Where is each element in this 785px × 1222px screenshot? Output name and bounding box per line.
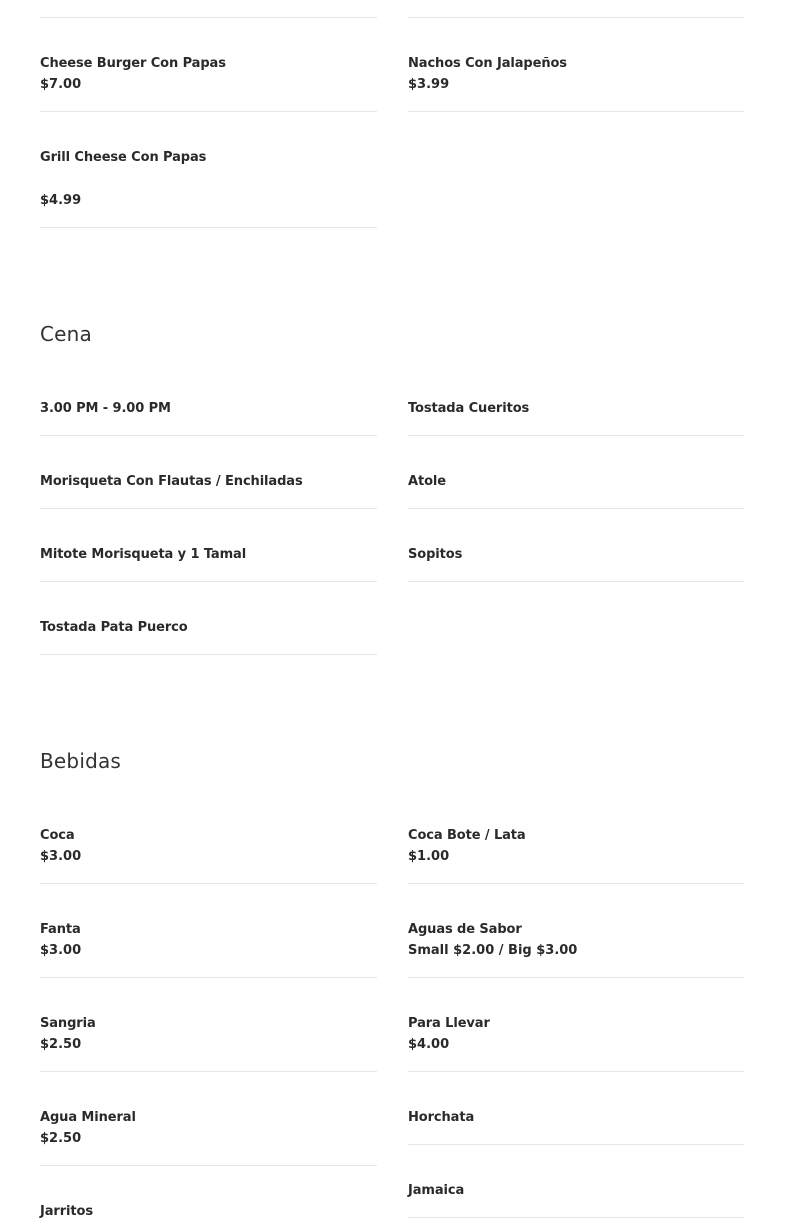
item-price: $2.50 <box>40 1037 82 1052</box>
divider <box>40 654 377 655</box>
item-name: 3.00 PM - 9.00 PM <box>40 401 171 416</box>
item-price: $1.00 <box>408 849 450 864</box>
divider <box>408 883 744 884</box>
item-name: Fanta <box>40 922 81 937</box>
item-name: Morisqueta Con Flautas / Enchiladas <box>40 474 303 489</box>
divider <box>40 977 377 978</box>
item-name: Jamaica <box>408 1183 465 1198</box>
divider <box>408 435 744 436</box>
divider <box>40 1071 377 1072</box>
divider <box>40 883 377 884</box>
item-name: Coca <box>40 828 75 843</box>
item-name: Coca Bote / Lata <box>408 828 526 843</box>
item-price: Small $2.00 / Big $3.00 <box>408 943 578 958</box>
divider <box>40 581 377 582</box>
divider <box>408 1071 744 1072</box>
item-name: Mitote Morisqueta y 1 Tamal <box>40 547 247 562</box>
item-price: $4.99 <box>40 193 82 208</box>
divider <box>40 111 377 112</box>
divider <box>408 17 744 18</box>
divider <box>408 977 744 978</box>
divider <box>408 581 744 582</box>
item-price: $7.00 <box>40 77 82 92</box>
item-name: Atole <box>408 474 446 489</box>
divider <box>408 1217 744 1218</box>
divider <box>40 1165 377 1166</box>
item-price: $4.00 <box>408 1037 450 1052</box>
item-name: Cheese Burger Con Papas <box>40 56 226 71</box>
item-name: Jarritos <box>40 1204 93 1219</box>
item-name: Nachos Con Jalapeños <box>408 56 567 71</box>
item-price: $3.00 <box>40 943 82 958</box>
item-name: Para Llevar <box>408 1016 490 1031</box>
item-name: Grill Cheese Con Papas <box>40 150 207 165</box>
item-name: Horchata <box>408 1110 475 1125</box>
divider <box>40 435 377 436</box>
item-name: Aguas de Sabor <box>408 922 522 937</box>
item-name: Sopitos <box>408 547 463 562</box>
item-price: $3.99 <box>408 77 450 92</box>
item-name: Tostada Pata Puerco <box>40 620 188 635</box>
divider <box>40 508 377 509</box>
divider <box>408 508 744 509</box>
item-price: $3.00 <box>40 849 82 864</box>
divider <box>40 17 377 18</box>
item-name: Sangria <box>40 1016 96 1031</box>
item-price: $2.50 <box>40 1131 82 1146</box>
divider <box>40 227 377 228</box>
section-title-cena: Cena <box>40 322 93 346</box>
item-name: Tostada Cueritos <box>408 401 530 416</box>
divider <box>408 1144 744 1145</box>
divider <box>408 111 744 112</box>
section-title-bebidas: Bebidas <box>40 749 122 773</box>
item-name: Agua Mineral <box>40 1110 136 1125</box>
